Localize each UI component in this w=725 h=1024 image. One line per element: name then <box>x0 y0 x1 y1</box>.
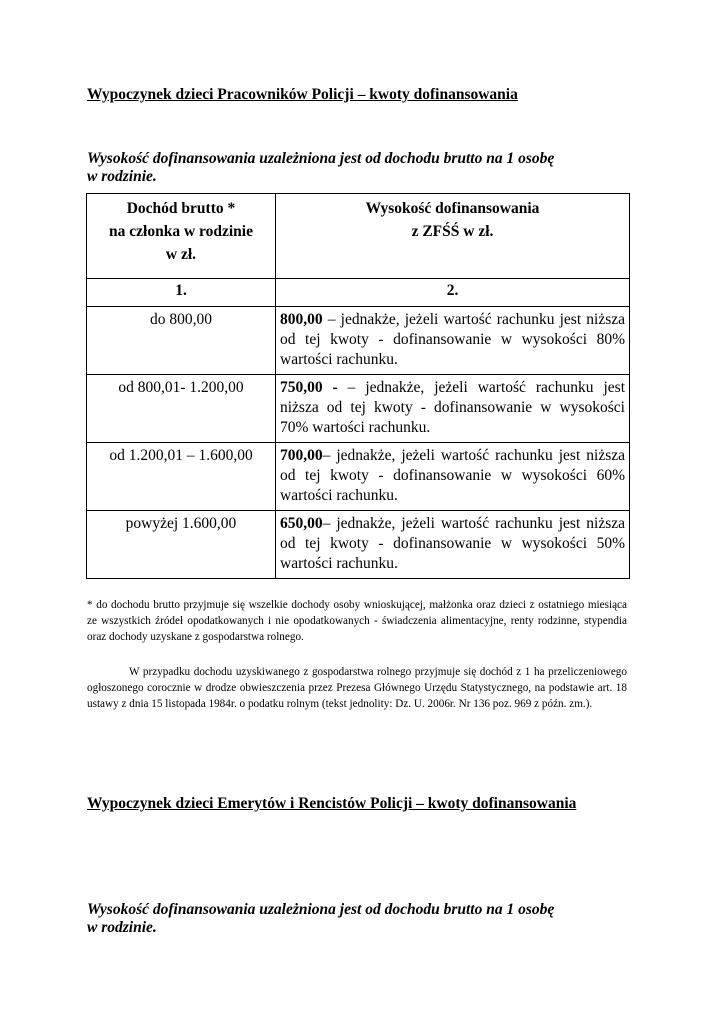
subsidy-text: – jednakże, jeżeli wartość rachunku jest niższa od tej kwoty - dofinansowanie w wysokości 80% wartości rachunku. <box>280 311 625 368</box>
col2-header <box>276 194 630 279</box>
col2-header-line2: z ZFŚŚ w zł. <box>411 223 494 240</box>
table-row <box>87 511 630 579</box>
subsidy-amount: 700,00 <box>280 447 323 464</box>
col1-number: 1. <box>87 279 276 307</box>
table-number-row <box>87 279 630 307</box>
section2-intro-line2: w rodzinie. <box>87 919 157 936</box>
income-range: powyżej 1.600,00 <box>87 511 276 579</box>
table-row <box>87 307 630 375</box>
subsidy-amount: 750,00 - <box>280 379 338 396</box>
footnote: * do dochodu brutto przyjmuje się wszelkie dochody osoby wnioskującej, małżonka oraz dzieci z ostatniego miesiąca ze wszystkich źródeł opodatkowanych i nie opodatkowanych - świadczenia alimentacyjne, renty rodzinne, stypendia oraz dochody uzyskane z gospodarstwa rolnego. <box>87 599 627 643</box>
subsidy-text: – jednakże, jeżeli wartość rachunku jest niższa od tej kwoty - dofinansowanie w wysokości 50% wartości rachunku. <box>280 515 625 572</box>
subsidy-description <box>276 307 630 375</box>
subsidy-text: – jednakże, jeżeli wartość rachunku jest niższa od tej kwoty - dofinansowanie w wysokości 60% wartości rachunku. <box>280 447 625 504</box>
section1-intro <box>87 150 627 186</box>
col1-header-line1: Dochód brutto * <box>126 200 236 217</box>
income-range: do 800,00 <box>87 307 276 375</box>
section1-title: Wypoczynek dzieci Pracowników Policji – kwoty dofinansowania <box>87 86 518 103</box>
subsidy-description <box>276 375 630 443</box>
income-range: od 800,01- 1.200,00 <box>87 375 276 443</box>
col1-header-line3: w zł. <box>165 246 197 263</box>
subsidy-text: – jednakże, jeżeli wartość rachunku jest niższa od tej kwoty - dofinansowanie w wysokości 70% wartości rachunku. <box>280 379 626 436</box>
subsidy-description <box>276 443 630 511</box>
income-range: od 1.200,01 – 1.600,00 <box>87 443 276 511</box>
col1-header-line2: na członka w rodzinie <box>109 223 253 240</box>
col2-header-line1: Wysokość dofinansowania <box>365 200 540 217</box>
section2-title: Wypoczynek dzieci Emerytów i Rencistów Policji – kwoty dofinansowania <box>87 795 577 812</box>
table-header-row <box>87 194 630 279</box>
col2-number: 2. <box>276 279 630 307</box>
subsidy-table <box>86 193 630 579</box>
table-row <box>87 443 630 511</box>
agricultural-income-paragraph: W przypadku dochodu uzyskiwanego z gospodarstwa rolnego przyjmuje się dochód z 1 ha przeliczeniowego ogłoszonego corocznie w drodze obwieszczenia przez Prezesa Głównego Urzędu Statystycznego, na podstawie art. 18 ustawy z dnia 15 listopada 1984r. o podatku rolnym (tekst jednolity: Dz. U. 2006r. Nr 136 poz. 969 z późn. zm.). <box>87 666 627 710</box>
subsidy-amount: 650,00 <box>280 515 323 532</box>
subsidy-description <box>276 511 630 579</box>
section1-intro-line2: w rodzinie. <box>87 168 157 185</box>
subsidy-amount: 800,00 <box>280 311 323 328</box>
section2-intro <box>87 901 627 937</box>
table-row <box>87 375 630 443</box>
col1-header <box>87 194 276 279</box>
section2-intro-line1: Wysokość dofinansowania uzależniona jest od dochodu brutto na 1 osobę <box>87 901 555 918</box>
section1-intro-line1: Wysokość dofinansowania uzależniona jest od dochodu brutto na 1 osobę <box>87 150 555 167</box>
